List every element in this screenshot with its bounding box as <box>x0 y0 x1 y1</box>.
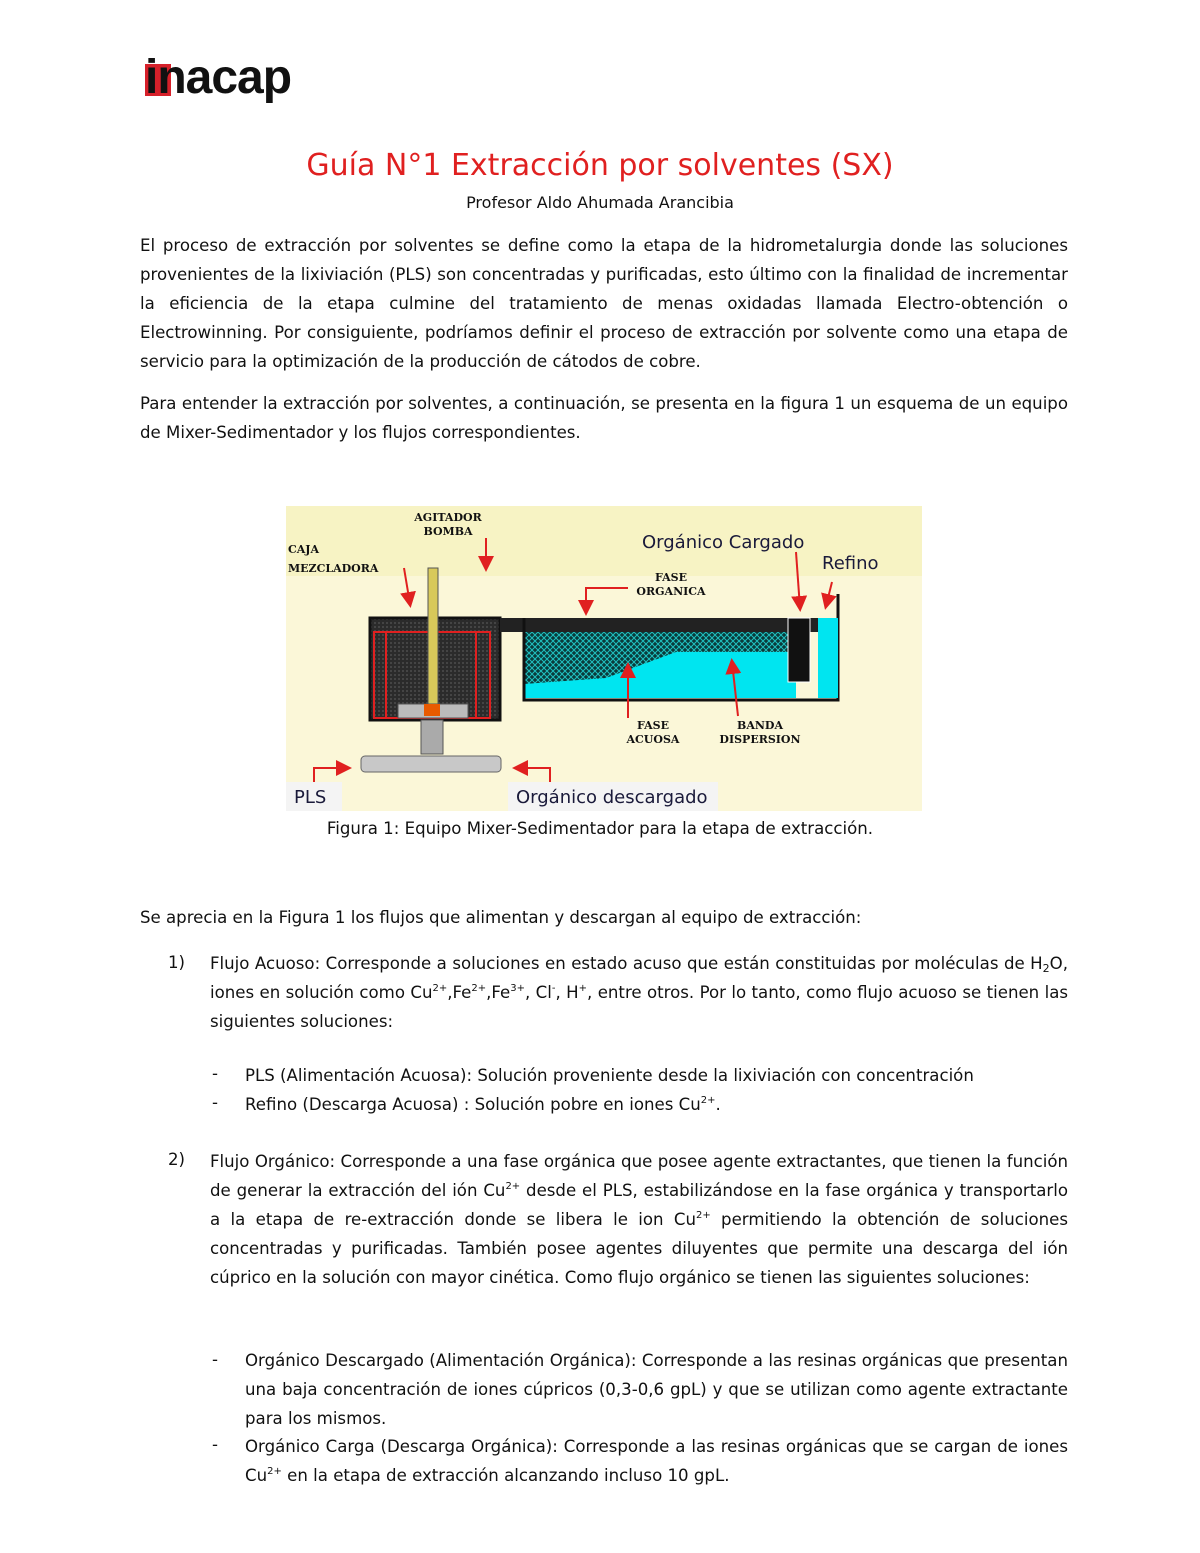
list-dash: - <box>212 1064 218 1083</box>
label-fase-organica-2: ORGANICA <box>636 585 706 598</box>
label-fase-organica-1: FASE <box>654 571 688 584</box>
list-dash: - <box>212 1350 218 1369</box>
document-title: Guía N°1 Extracción por solventes (SX) <box>306 148 894 183</box>
figure-intro-paragraph: Para entender la extracción por solventes, a continuación, se presenta en la figura 1 un esquema de un equipo de Mixer-Sedimentador y los flujos correspondientes. <box>140 394 1068 442</box>
label-organico-cargado: Orgánico Cargado <box>642 532 805 553</box>
subitem-organico-descargado: Orgánico Descargado (Alimentación Orgánica): Corresponde a las resinas orgánicas que presentan una baja concentración de iones cúpricos (0,3-0,6 gpL) y que se utilizan como agente extractante para los mismos. <box>245 1351 1068 1428</box>
list-dash: - <box>212 1093 218 1112</box>
label-organico-descargado: Orgánico descargado <box>516 787 708 808</box>
label-caja: CAJA <box>288 543 320 556</box>
label-banda-1: BANDA <box>737 719 783 732</box>
list-dash: - <box>212 1435 218 1454</box>
item-label: Flujo Orgánico: <box>210 1152 336 1171</box>
label-fase-acuosa-1: FASE <box>636 719 670 732</box>
settler-top <box>500 618 818 632</box>
agitator-shaft <box>428 568 438 708</box>
pump-base <box>361 756 501 772</box>
intro-paragraph: El proceso de extracción por solventes se define como la etapa de la hidrometalurgia donde las soluciones provenientes de la lixiviación (PLS) son concentradas y purificadas, esto último con la finalidad de incrementar la eficiencia de la etapa culmine del tratamiento de menas oxidadas llamada Electro-obtención o Electrowinning. Por consiguiente, podríamos definir el proceso de extracción por solvente como una etapa de servicio para la optimización de la producción de cátodos de cobre. <box>140 236 1068 371</box>
subitem-organico-carga: Orgánico Carga (Descarga Orgánica): Corresponde a las resinas orgánicas que se cargan de iones $Cu^{2+}$ en la etapa de extracción alcanzando incluso 10 gpL. <box>245 1437 1068 1485</box>
label-mezcladora: MEZCLADORA <box>288 562 379 575</box>
subitem-pls: PLS (Alimentación Acuosa): Solución proveniente desde la lixiviación con concentración <box>245 1066 974 1085</box>
list-number-1: 1) <box>168 953 186 972</box>
list-item-aqueous-flow: Flujo Acuoso: Corresponde a soluciones en estado acuso que están constituidas por moléculas de $H_2O$, iones en solución como $Cu^{2+},Fe^{2+},Fe^{3+}$, Cl-, H+, entre otros. Por lo tanto, como flujo acuoso se tienen las siguientes soluciones: <box>210 954 1069 1031</box>
flows-intro-paragraph: Se aprecia en la Figura 1 los flujos que alimentan y descargan al equipo de extracción: <box>140 908 862 927</box>
author-line: Profesor Aldo Ahumada Arancibia <box>466 193 734 212</box>
logo-text: inacap <box>145 51 292 104</box>
label-pls: PLS <box>294 787 327 808</box>
item-label: Flujo Acuoso: <box>210 954 321 973</box>
figure-caption: Figura 1: Equipo Mixer-Sedimentador para la etapa de extracción. <box>326 819 874 838</box>
label-fase-acuosa-2: ACUOSA <box>626 733 680 746</box>
label-banda-2: DISPERSION <box>719 733 801 746</box>
label-refino: Refino <box>822 553 879 574</box>
label-agitador: AGITADOR <box>414 511 482 524</box>
inacap-logo <box>135 28 347 120</box>
label-bomba: BOMBA <box>423 525 473 538</box>
list-item-organic-flow: Flujo Orgánico: Corresponde a una fase orgánica que posee agente extractantes, que tienen la función de generar la extracción del ión $Cu^{2+}$ desde el PLS, estabilizándose en la fase orgánica y transportarlo a la etapa de re-extracción donde se libera le ion $Cu^{2+}$ permitiendo la obtención de soluciones concentradas y purificadas. También posee agentes diluyentes que permite una descarga del ión cúprico en la solución con mayor cinética. Como flujo orgánico se tienen las siguientes soluciones: <box>210 1152 1069 1287</box>
mixer-settler-figure <box>286 506 922 811</box>
subitem-refino: Refino (Descarga Acuosa) : Solución pobre en iones $Cu^{2+}$. <box>245 1095 721 1114</box>
weir <box>788 618 810 682</box>
list-number-2: 2) <box>168 1150 186 1169</box>
